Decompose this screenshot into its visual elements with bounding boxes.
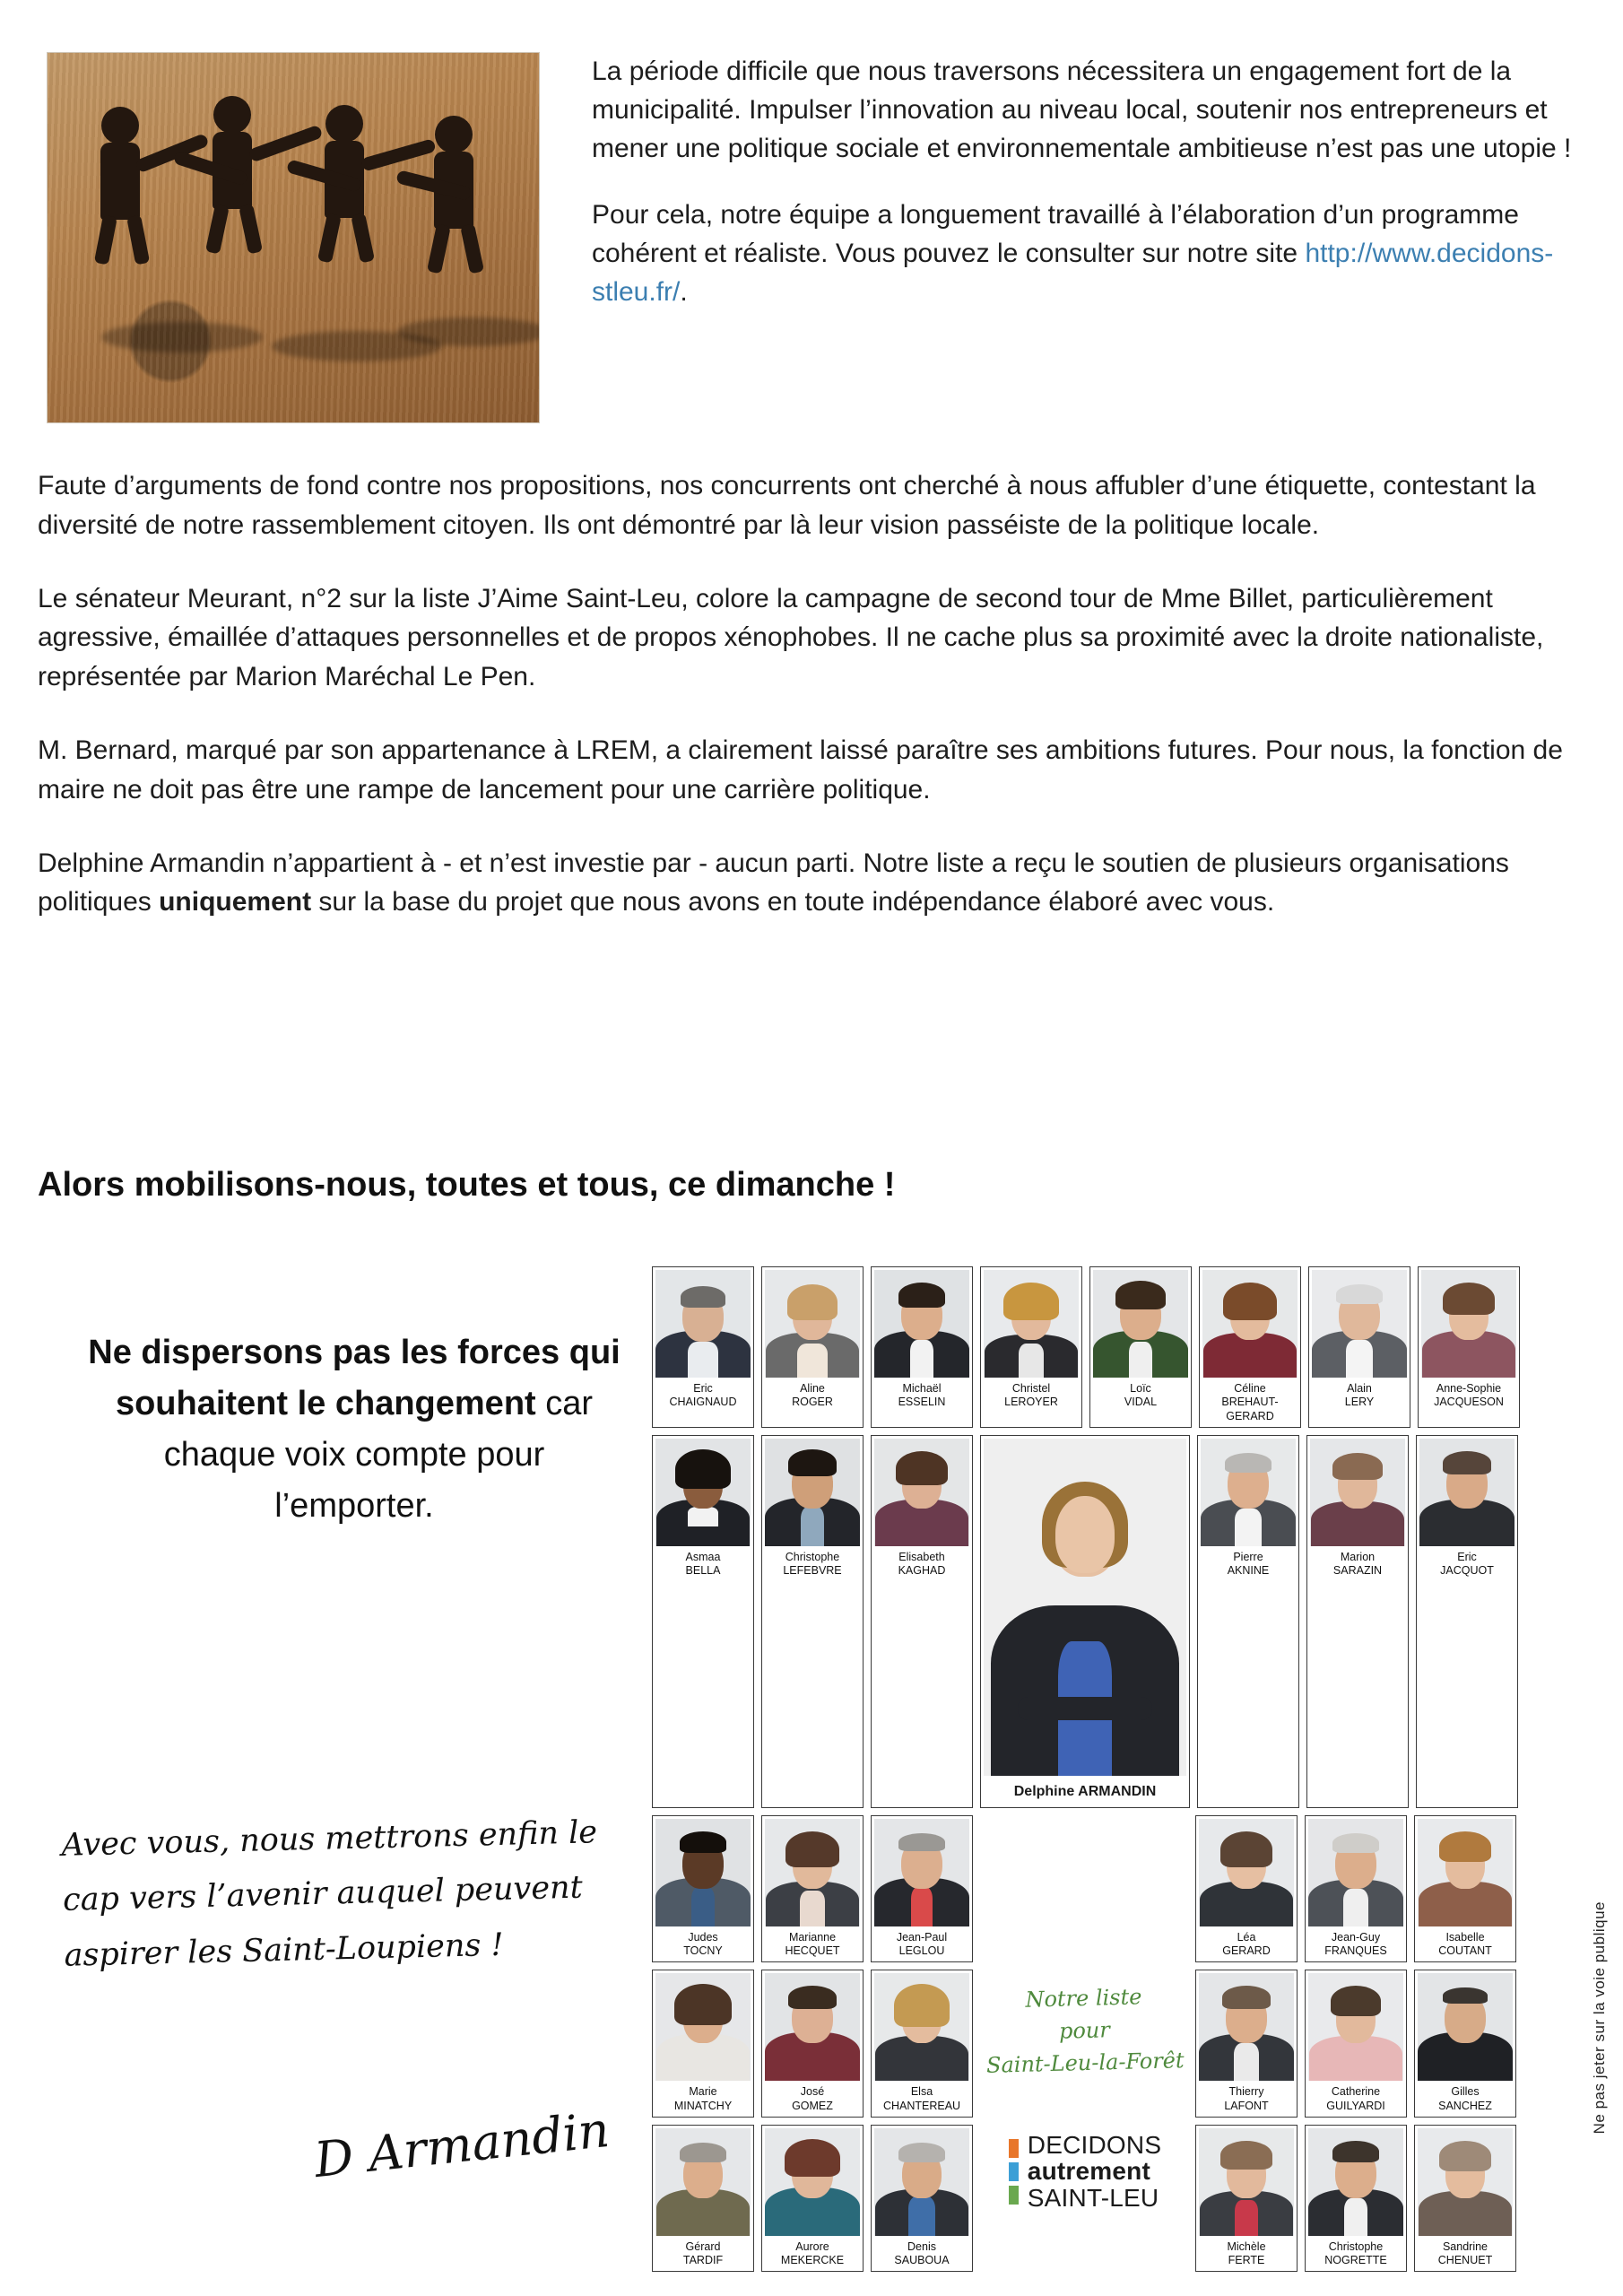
candidate-name <box>1196 2083 1297 2117</box>
body-paragraph-1: Faute d’arguments de fond contre nos propositions, nos concurrents ont cherché à nous affubler d’une étiquette, contestant la diversité de notre rassemblement citoyen. Ils ont démontré par là leur vision passéiste de la politique locale. <box>38 471 1536 540</box>
candidate-name <box>1196 1929 1297 1962</box>
candidate-name <box>872 1929 972 1962</box>
candidate-first-name: Isabelle <box>1445 1930 1485 1944</box>
candidate-last-name: LAFONT <box>1224 2099 1269 2112</box>
candidate-first-name: José <box>800 2085 825 2099</box>
candidate-name <box>762 1549 863 1582</box>
candidate-photo <box>1093 1270 1188 1378</box>
candidate-first-name: Eric <box>1457 1550 1477 1563</box>
logo-bar-orange <box>1009 2139 1019 2158</box>
candidate-last-name: GOMEZ <box>792 2099 833 2112</box>
candidate-card[interactable] <box>761 1435 864 1808</box>
candidate-last-name: LEGLOU <box>898 1944 945 1957</box>
logo-bars <box>1009 2139 1019 2205</box>
candidate-last-name: GUILYARDI <box>1326 2099 1385 2112</box>
candidate-first-name: Catherine <box>1331 2085 1381 2099</box>
candidate-photo <box>874 1439 969 1546</box>
body-text <box>38 466 1576 956</box>
candidate-card[interactable] <box>652 1435 754 1808</box>
list-tagline-line-2: pour <box>1058 2017 1110 2044</box>
candidate-last-name: ROGER <box>792 1396 833 1409</box>
candidate-first-name: Jean-Paul <box>896 1930 948 1944</box>
candidate-first-name: Thierry <box>1228 2085 1264 2099</box>
candidate-name <box>1417 1549 1517 1582</box>
candidate-card[interactable] <box>871 1435 973 1808</box>
logo-bar-green <box>1009 2186 1019 2205</box>
logo-text <box>1028 2132 1161 2212</box>
paper-figure-body <box>100 143 140 220</box>
body-paragraph-4-emphasis: uniquement <box>159 887 312 918</box>
lead-candidate-photo <box>984 1439 1186 1776</box>
candidate-first-name: Sandrine <box>1442 2239 1488 2253</box>
candidate-last-name: CHENUET <box>1437 2254 1493 2266</box>
candidate-photo <box>765 1819 860 1926</box>
candidate-first-name: Jean-Guy <box>1331 1930 1381 1944</box>
list-tagline-line-3: Saint-Leu-la-Forêt <box>985 2048 1185 2079</box>
candidate-photo <box>1312 1270 1407 1378</box>
candidate-last-name: COUTANT <box>1438 1944 1492 1957</box>
candidate-card[interactable] <box>1305 1815 1407 1963</box>
candidate-photo <box>1199 2128 1294 2236</box>
candidate-card[interactable] <box>1308 1266 1410 1428</box>
candidate-name <box>1419 1380 1519 1413</box>
candidate-photo <box>655 1819 751 1926</box>
candidate-card[interactable] <box>1305 1970 1407 2118</box>
candidate-last-name: CHANTEREAU <box>882 2099 961 2112</box>
candidate-last-name: BELLA <box>685 1564 721 1577</box>
candidate-name <box>762 1929 863 1962</box>
candidate-photo <box>1418 2128 1513 2236</box>
candidate-last-name: VIDAL <box>1124 1396 1158 1409</box>
candidate-name <box>653 1549 753 1582</box>
candidate-first-name: Eric <box>693 1382 713 1395</box>
paper-people-photo <box>47 52 540 423</box>
candidate-first-name: Aurore <box>795 2239 829 2253</box>
candidate-card[interactable] <box>761 1970 864 2118</box>
candidate-card[interactable] <box>1414 1970 1516 2118</box>
body-paragraph-4-a: Delphine Armandin n’appartient à - et n’est investie par - aucun parti. Notre liste a reçu le soutien de plusieurs organisations politiques <box>38 848 1509 918</box>
logo-bar-blue <box>1009 2162 1019 2181</box>
candidate-first-name: Asmaa <box>685 1550 721 1563</box>
logo-line-1: DECIDONS <box>1027 2130 1162 2159</box>
candidate-name <box>1198 1549 1298 1582</box>
body-paragraph-3: M. Bernard, marqué par son appartenance à LREM, a clairement laissé paraître ses ambitions futures. Pour nous, la fonction de maire ne doit pas être une rampe de lancement pour une carrière politique. <box>38 735 1563 804</box>
candidate-last-name: MINATCHY <box>673 2099 733 2112</box>
center-spacer <box>980 1815 1188 1963</box>
candidate-name <box>1307 1549 1408 1582</box>
candidate-photo <box>1418 1819 1513 1926</box>
slogan-block <box>81 1327 628 1532</box>
logo-block <box>980 2125 1188 2273</box>
candidate-last-name: NOGRETTE <box>1324 2254 1387 2266</box>
candidate-first-name: Pierre <box>1233 1550 1263 1563</box>
paper-figure-head <box>435 116 473 153</box>
candidate-card[interactable] <box>1414 1815 1516 1963</box>
candidate-last-name: GERARD <box>1222 1944 1271 1957</box>
candidate-first-name: Alain <box>1347 1382 1372 1395</box>
candidate-photo <box>874 1819 969 1926</box>
candidate-photo <box>1421 1270 1516 1378</box>
candidate-photo <box>1199 1819 1294 1926</box>
photo-shadow <box>397 317 540 346</box>
candidate-card[interactable] <box>761 1266 864 1428</box>
candidate-first-name: Christophe <box>785 1550 840 1563</box>
candidate-first-name: Judes <box>688 1930 718 1944</box>
list-tagline-line-1: Notre liste <box>1024 1984 1142 2013</box>
candidate-first-name: Gilles <box>1451 2085 1480 2099</box>
candidate-first-name: Michaël <box>902 1382 942 1395</box>
candidate-last-name: LERY <box>1344 1396 1375 1409</box>
candidate-row <box>652 1815 1522 1963</box>
candidate-name <box>872 2083 972 2117</box>
candidate-card[interactable] <box>1414 2125 1516 2273</box>
candidate-name <box>872 1549 972 1582</box>
handwritten-message: Avec vous, nous mettrons enfin le cap vers l’avenir auquel peuvent aspirer les Saint-Loupiens ! <box>61 1814 598 1974</box>
candidate-card[interactable] <box>871 1266 973 1428</box>
program-website-link[interactable]: http://www.decidons-stleu.fr/ <box>592 238 1554 307</box>
candidate-photo <box>874 1270 969 1378</box>
candidate-card[interactable] <box>652 1970 754 2118</box>
candidate-first-name: Denis <box>907 2239 936 2253</box>
candidate-card[interactable] <box>1195 1815 1298 1963</box>
intro-paragraph-1: La période difficile que nous traversons nécessitera un engagement fort de la municipalité. Impulser l’innovation au niveau local, soutenir nos entrepreneurs et mener une politique sociale et environnementale ambitieuse n’est pas une utopie ! <box>592 57 1572 164</box>
candidate-name <box>1415 1929 1515 1962</box>
candidate-name <box>1415 2239 1515 2272</box>
candidate-name <box>872 2239 972 2272</box>
candidate-last-name: SARAZIN <box>1332 1564 1383 1577</box>
list-tagline-block <box>980 1970 1188 2118</box>
candidate-row <box>652 1435 1522 1808</box>
candidate-row <box>652 1266 1522 1428</box>
candidate-card[interactable] <box>761 2125 864 2273</box>
candidate-first-name: Loïc <box>1130 1382 1151 1395</box>
lead-candidate-name: Delphine ARMANDIN <box>1013 1783 1157 1799</box>
candidate-photo <box>1308 1819 1403 1926</box>
candidate-first-name: Michèle <box>1227 2239 1266 2253</box>
candidate-photo <box>984 1270 1079 1378</box>
candidate-first-name: Elisabeth <box>898 1550 945 1563</box>
candidate-card[interactable] <box>652 2125 754 2273</box>
candidate-last-name: LEFEBVRE <box>783 1564 842 1577</box>
intro-paragraph-2-before: Pour cela, notre équipe a longuement travaillé à l’élaboration d’un programme cohérent et réaliste. Vous pouvez le consulter sur notre site <box>592 199 1519 268</box>
candidate-card[interactable] <box>652 1266 754 1428</box>
candidate-last-name: AKNINE <box>1227 1564 1270 1577</box>
candidate-first-name: Marion <box>1340 1550 1376 1563</box>
decidons-autrement-logo <box>1007 2125 1161 2212</box>
candidate-name <box>653 2083 753 2117</box>
candidate-last-name: FRANQUES <box>1324 1944 1387 1957</box>
candidate-name <box>1306 2239 1406 2272</box>
signature: D Armandin <box>311 2100 612 2189</box>
body-paragraph-4 <box>38 844 1576 923</box>
candidate-last-name: HECQUET <box>785 1944 840 1957</box>
logo-line-2: autrement <box>1027 2157 1150 2186</box>
candidate-last-name: CHAIGNAUD <box>669 1396 737 1409</box>
candidate-last-name: TOCNY <box>683 1944 723 1957</box>
candidate-name <box>653 1929 753 1962</box>
candidate-photo <box>655 1270 751 1378</box>
candidate-row <box>652 2125 1522 2273</box>
call-to-action-headline: Alors mobilisons-nous, toutes et tous, ce dimanche ! <box>38 1166 896 1204</box>
candidate-photo <box>1201 1439 1296 1546</box>
list-tagline <box>984 1967 1185 2087</box>
logo-line-3: SAINT-LEU <box>1027 2184 1159 2213</box>
legal-notice: Ne pas jeter sur la voie publique <box>1591 1901 1608 2135</box>
candidate-name <box>1306 1929 1406 1962</box>
candidate-photo <box>655 2128 751 2236</box>
candidate-last-name: KAGHAD <box>898 1564 946 1577</box>
candidate-card[interactable] <box>1195 2125 1298 2273</box>
candidate-name <box>762 2083 863 2117</box>
candidate-card[interactable] <box>980 1266 1082 1428</box>
candidate-card[interactable] <box>652 1815 754 1963</box>
candidate-grid <box>652 1266 1522 2279</box>
candidate-last-name: FERTE <box>1228 2254 1265 2266</box>
candidate-photo <box>655 1973 751 2081</box>
candidate-first-name: Anne-Sophie <box>1436 1382 1502 1395</box>
intro-text <box>592 52 1580 338</box>
candidate-first-name: Marie <box>689 2085 717 2099</box>
candidate-name <box>1309 1380 1410 1413</box>
candidate-photo <box>1308 2128 1403 2236</box>
paper-figure-head <box>325 105 363 143</box>
candidate-card[interactable] <box>871 2125 973 2273</box>
candidate-photo <box>765 1439 860 1546</box>
candidate-last-name: JACQUOT <box>1440 1564 1494 1577</box>
candidate-first-name: Gérard <box>685 2239 721 2253</box>
candidate-photo <box>1419 1439 1515 1546</box>
candidate-card[interactable] <box>1418 1266 1520 1428</box>
candidate-name <box>762 1380 863 1413</box>
candidate-photo <box>765 2128 860 2236</box>
candidate-name <box>1090 1380 1191 1413</box>
candidate-last-name: MEKERCKE <box>780 2254 845 2266</box>
candidate-name <box>1196 2239 1297 2272</box>
candidate-card[interactable] <box>1416 1435 1518 1808</box>
candidate-row <box>652 1970 1522 2118</box>
candidate-name <box>1200 1380 1300 1427</box>
candidate-card[interactable] <box>871 1815 973 1963</box>
candidate-name <box>653 1380 753 1413</box>
slogan-rest: car chaque voix compte pour l’emporter. <box>163 1385 594 1525</box>
candidate-last-name: BREHAUT-GERARD <box>1221 1396 1279 1422</box>
candidate-last-name: SAUBOUA <box>894 2254 950 2266</box>
candidate-card[interactable] <box>1195 1970 1298 2118</box>
candidate-name <box>1306 2083 1406 2117</box>
candidate-card[interactable] <box>761 1815 864 1963</box>
candidate-first-name: Christel <box>1011 1382 1051 1395</box>
candidate-photo <box>1202 1270 1298 1378</box>
intro-block <box>47 52 1580 423</box>
candidate-photo <box>1199 1973 1294 2081</box>
candidate-card[interactable] <box>1089 1266 1192 1428</box>
candidate-card[interactable] <box>1199 1266 1301 1428</box>
candidate-last-name: ESSELIN <box>898 1396 946 1409</box>
candidate-card[interactable] <box>1305 2125 1407 2273</box>
lead-candidate-card[interactable] <box>980 1435 1190 1808</box>
intro-paragraph-2 <box>592 196 1580 312</box>
candidate-photo <box>874 2128 969 2236</box>
candidate-first-name: Elsa <box>910 2085 933 2099</box>
body-paragraph-4-b: sur la base du projet que nous avons en toute indépendance élaboré avec vous. <box>311 887 1275 918</box>
intro-paragraph-2-after: . <box>680 276 688 307</box>
photo-shadow <box>101 322 263 352</box>
candidate-first-name: Céline <box>1234 1382 1266 1395</box>
candidate-last-name: SANCHEZ <box>1438 2099 1492 2112</box>
candidate-name <box>981 1380 1081 1413</box>
candidate-photo <box>765 1270 860 1378</box>
paper-figure-head <box>101 107 139 144</box>
candidate-last-name: TARDIF <box>682 2254 724 2266</box>
candidate-photo <box>765 1973 860 2081</box>
candidate-name <box>1415 2083 1515 2117</box>
candidate-photo <box>1308 1973 1403 2081</box>
candidate-photo <box>655 1439 751 1546</box>
candidate-first-name: Léa <box>1237 1930 1256 1944</box>
candidate-name <box>762 2239 863 2272</box>
candidate-name <box>872 1380 972 1413</box>
candidate-card[interactable] <box>1197 1435 1299 1808</box>
candidate-name <box>653 2239 753 2272</box>
body-paragraph-2: Le sénateur Meurant, n°2 sur la liste J’Aime Saint-Leu, colore la campagne de second tour de Mme Billet, particulièrement agressive, émaillée d’attaques personnelles et de propos xénophobes. Il ne cache plus sa proximité avec la droite nationaliste, représentée par Marion Maréchal Le Pen. <box>38 583 1544 692</box>
candidate-photo <box>1310 1439 1405 1546</box>
candidate-first-name: Christophe <box>1328 2239 1384 2253</box>
slogan-bold: Ne dispersons pas les forces qui souhaitent le changement <box>88 1334 621 1422</box>
candidate-first-name: Aline <box>800 1382 825 1395</box>
candidate-last-name: LEROYER <box>1004 1396 1058 1409</box>
paper-figure-head <box>213 96 251 134</box>
candidate-photo <box>1418 1973 1513 2081</box>
candidate-card[interactable] <box>871 1970 973 2118</box>
candidate-first-name: Marianne <box>788 1930 837 1944</box>
candidate-last-name: JACQUESON <box>1434 1396 1504 1409</box>
candidate-photo <box>874 1973 969 2081</box>
candidate-card[interactable] <box>1306 1435 1409 1808</box>
